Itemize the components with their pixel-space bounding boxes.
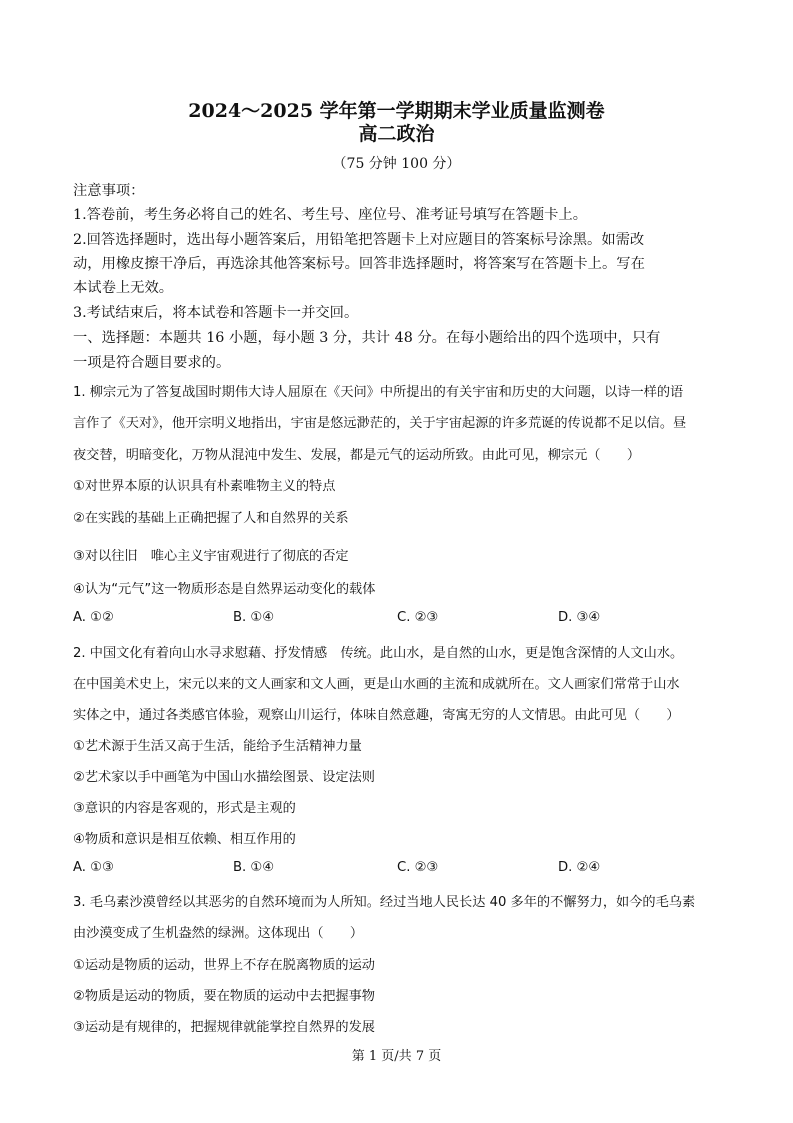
question-1-statement: ①对世界本原的认识具有朴素唯物主义的特点: [73, 479, 336, 494]
notice-line: 2.回答选择题时，选出每小题答案后，用铅笔把答题卡上对应题目的答案标号涂黑。如需改: [73, 232, 645, 248]
exam-title-line1: 2024～2025 学年第一学期期末学业质量监测卷: [188, 100, 605, 122]
question-3-stem: 3. 毛乌素沙漠曾经以其恶劣的自然环境而为人所知。经过当地人民长达 40 多年的不懈努力，如今的毛乌素: [73, 895, 696, 910]
notice-line: 本试卷上无效。: [73, 280, 174, 296]
question-2-option-c: C. ②③: [397, 860, 439, 875]
question-3-statement: ③运动是有规律的，把握规律就能掌控自然界的发展: [73, 1020, 375, 1035]
question-2-option-b: B. ①④: [233, 860, 275, 875]
notice-line: 3.考试结束后，将本试卷和答题卡一并交回。: [73, 305, 359, 321]
question-1-statement: ③对以往旧 唯心主义宇宙观进行了彻底的否定: [73, 549, 349, 564]
question-1-option-a: A. ①②: [73, 610, 114, 625]
question-1-option-b: B. ①④: [233, 610, 275, 625]
question-1-statement: ②在实践的基础上正确把握了人和自然界的关系: [73, 511, 349, 526]
question-2-statement: ②艺术家以手中画笔为中国山水描绘图景、设定法则: [73, 770, 375, 785]
question-3-statement: ②物质是运动的物质，要在物质的运动中去把握事物: [73, 989, 375, 1004]
question-2-option-a: A. ①③: [73, 860, 114, 875]
question-2-statement: ①艺术源于生活又高于生活，能给予生活精神力量: [73, 739, 362, 754]
notice-line: 1.答卷前，考生务必将自己的姓名、考生号、座位号、准考证号填写在答题卡上。: [73, 207, 588, 223]
notice-heading: 注意事项：: [73, 183, 145, 199]
question-1-stem: 言作了《天对》，他开宗明义地指出，宇宙是悠远渺茫的，关于宇宙起源的许多荒诞的传说都不足以信。昼: [73, 416, 687, 431]
question-3-statement: ①运动是物质的运动，世界上不存在脱离物质的运动: [73, 958, 375, 973]
question-1-stem: 1. 柳宗元为了答复战国时期伟大诗人屈原在《天问》中所提出的有关宇宙和历史的大问题，以诗一样的语: [73, 385, 684, 400]
question-1-option-c: C. ②③: [397, 610, 439, 625]
question-3-stem: 由沙漠变成了生机盎然的绿洲。这体现出（ ）: [73, 926, 364, 941]
section-heading: 一、选择题：本题共 16 小题，每小题 3 分，共计 48 分。在每小题给出的四个选项中，只有: [73, 330, 661, 346]
page-footer: 第 1 页/共 7 页: [351, 1049, 442, 1064]
question-1-option-d: D. ③④: [558, 610, 601, 625]
question-2-stem: 实体之中，通过各类感官体验，观察山川运行，体味自然意趣，寄寓无穷的人文情思。由此可见（ ）: [73, 708, 680, 723]
exam-title-line2: 高二政治: [358, 123, 435, 145]
question-2-stem: 2. 中国文化有着向山水寻求慰藉、抒发情感 传统。此山水，是自然的山水，更是饱含深情的人文山水。: [73, 646, 684, 661]
question-2-stem: 在中国美术史上，宋元以来的文人画家和文人画，更是山水画的主流和成就所在。文人画家们常常于山水: [73, 677, 680, 692]
question-2-option-d: D. ②④: [558, 860, 601, 875]
question-1-statement: ④认为“元气”这一物质形态是自然界运动变化的载体: [73, 582, 376, 597]
question-1-stem: 夜交替，明暗变化，万物从混沌中发生、发展，都是元气的运动所致。由此可见，柳宗元（ ）: [73, 448, 641, 463]
exam-time-score: （75 分钟 100 分）: [332, 156, 461, 172]
section-heading: 一项是符合题目要求的。: [73, 355, 231, 371]
question-2-statement: ④物质和意识是相互依赖、相互作用的: [73, 832, 296, 847]
notice-line: 动，用橡皮擦干净后，再选涂其他答案标号。回答非选择题时，将答案写在答题卡上。写在: [73, 256, 645, 272]
question-2-statement: ③意识的内容是客观的，形式是主观的: [73, 801, 296, 816]
